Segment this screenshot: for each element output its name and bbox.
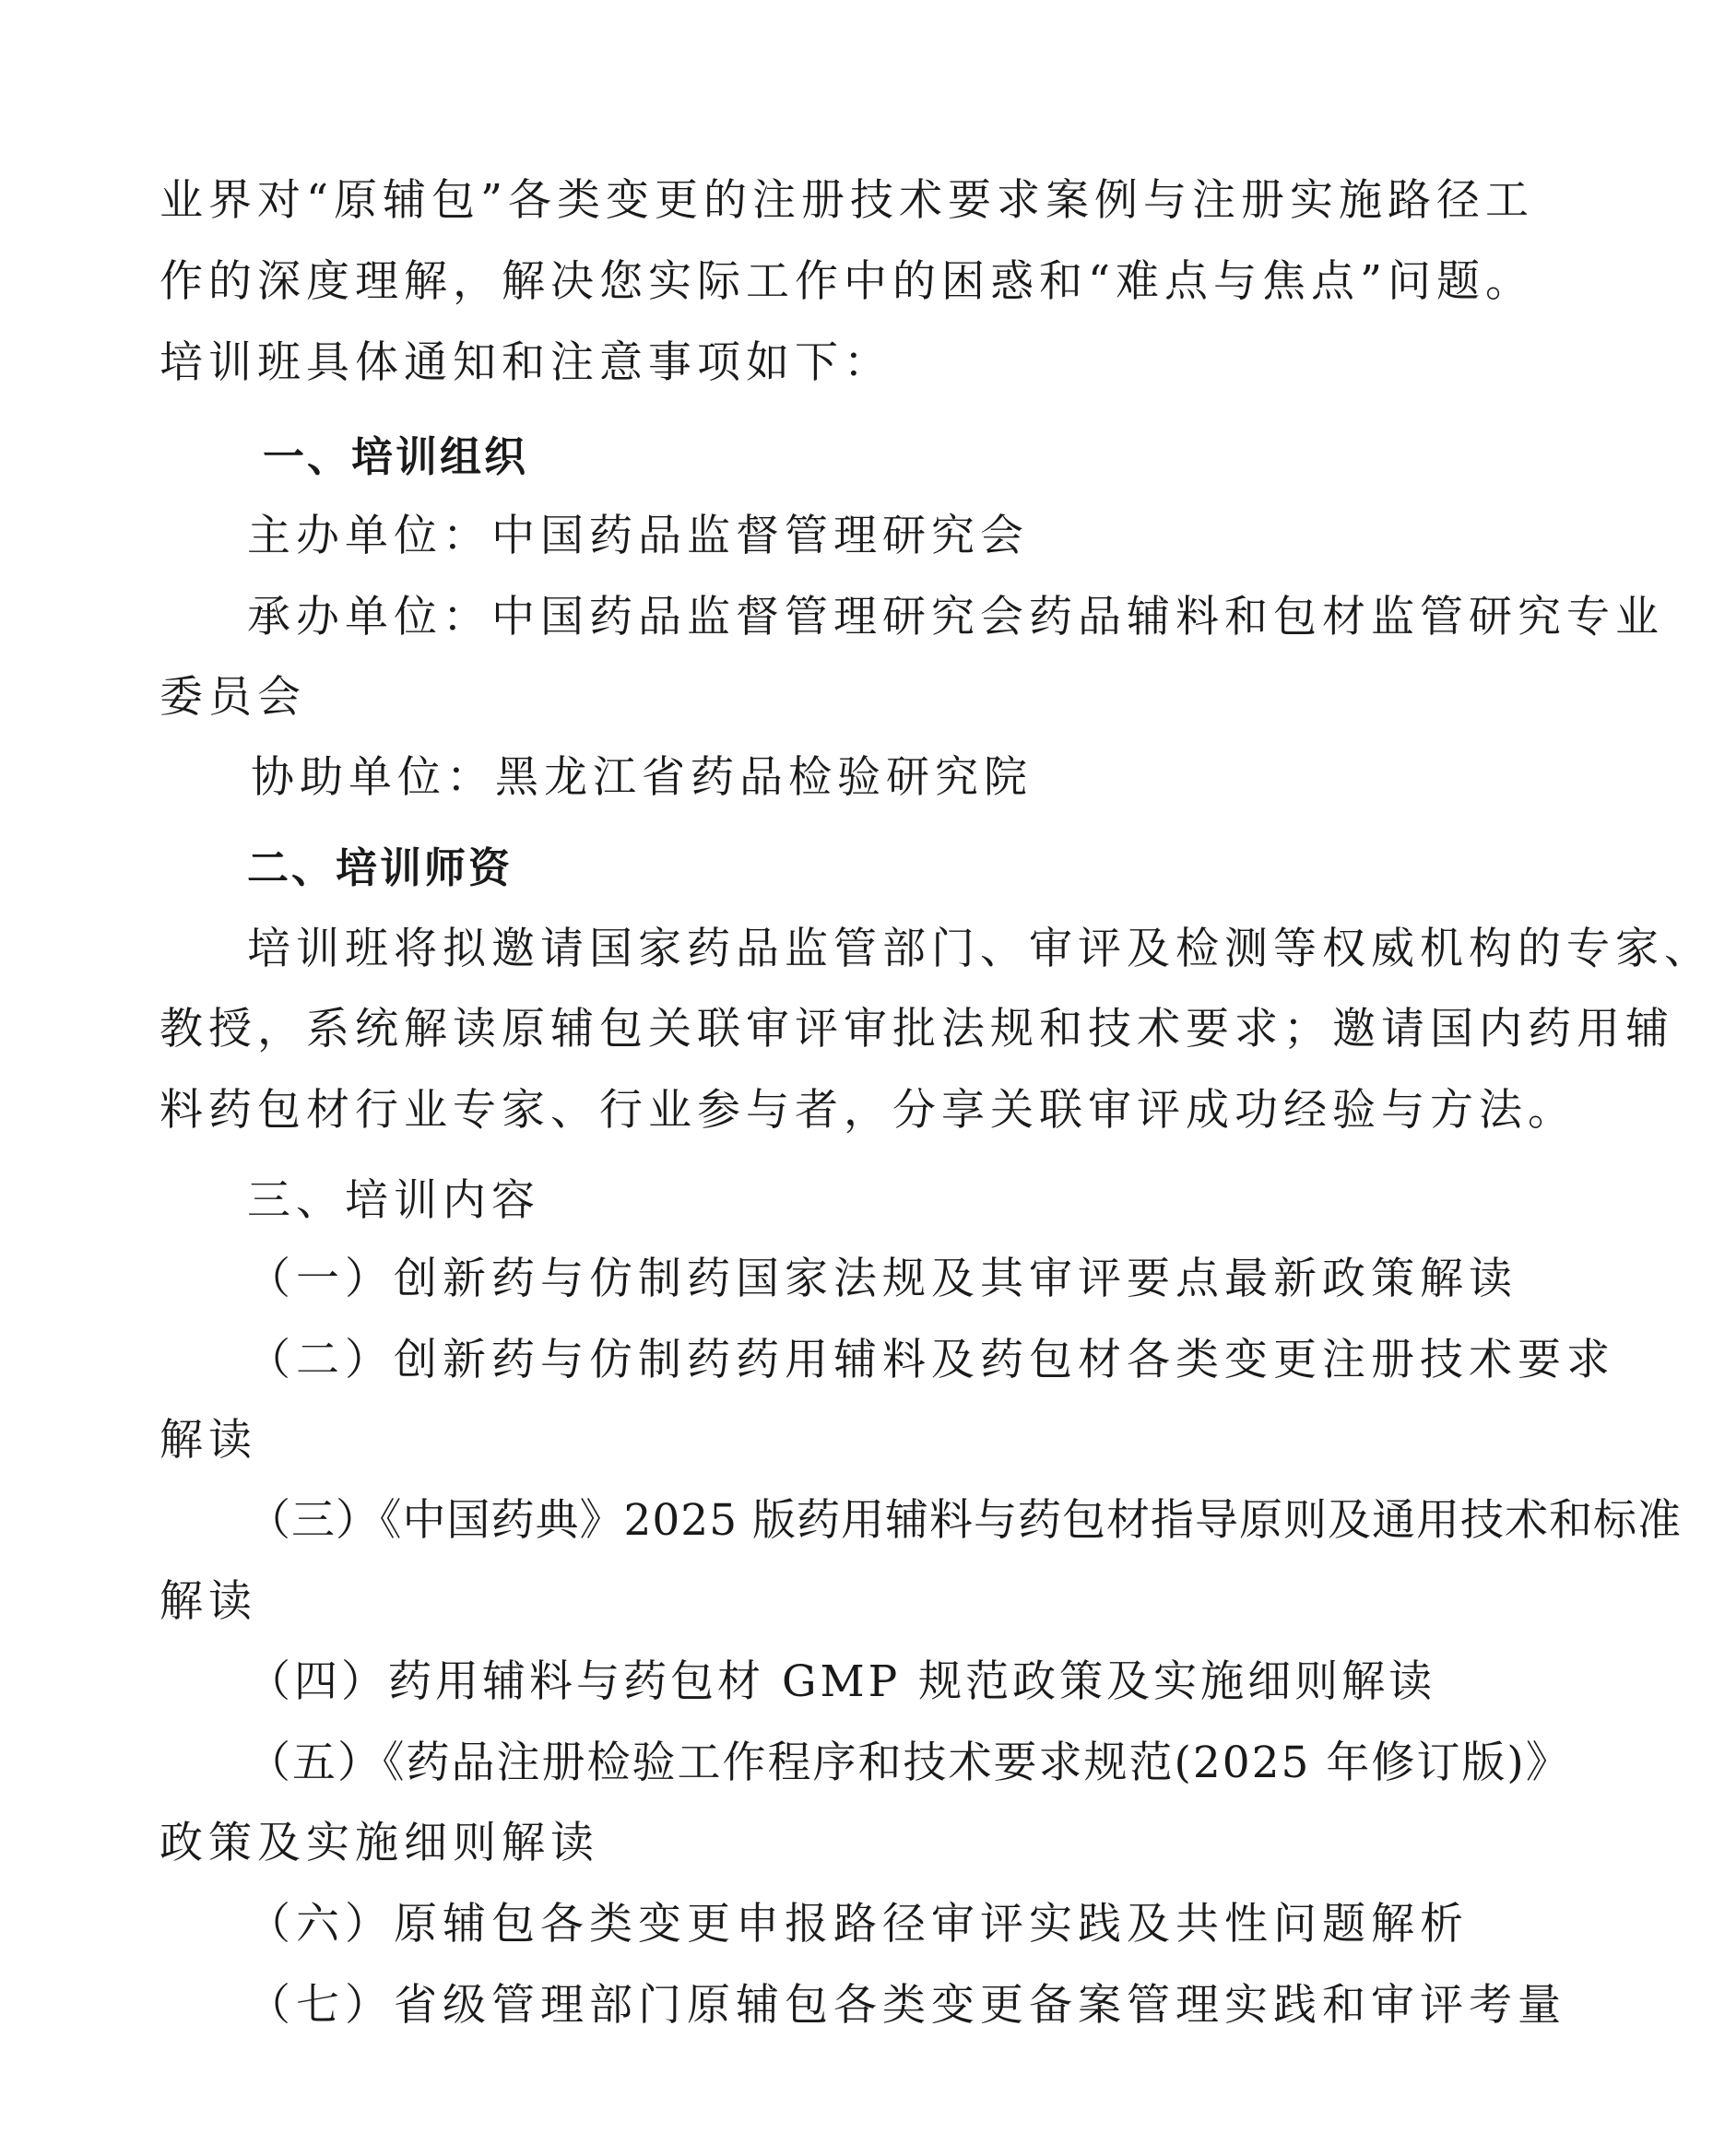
organizer-line: 主办单位：中国药品监督管理研究会 bbox=[247, 511, 1029, 561]
faculty-line-3: 料药包材行业专家、行业参与者，分享关联审评成功经验与方法。 bbox=[159, 1085, 1577, 1136]
content-item-5-line-2: 政策及实施细则解读 bbox=[159, 1818, 599, 1868]
undertaker-line-1: 承办单位：中国药品监督管理研究会药品辅料和包材监管研究专业 bbox=[247, 592, 1664, 642]
content-item-2-line-2: 解读 bbox=[159, 1415, 257, 1466]
content-item-5-line-1: （五）《药品注册检验工作程序和技术要求规范(2025 年修订版)》 bbox=[247, 1738, 1571, 1788]
intro-line-3: 培训班具体通知和注意事项如下： bbox=[159, 337, 892, 388]
section-2-heading: 二、培训师资 bbox=[247, 843, 514, 892]
intro-line-1: 业界对“原辅包”各类变更的注册技术要求案例与注册实施路径工 bbox=[159, 175, 1535, 226]
content-item-3-line-1: （三）《中国药典》2025 版药用辅料与药包材指导原则及通用技术和标准 bbox=[247, 1495, 1683, 1546]
content-item-7: （七）省级管理部门原辅包各类变更备案管理实践和审评考量 bbox=[247, 1980, 1566, 2031]
section-1-heading: 一、培训组织 bbox=[263, 432, 529, 481]
faculty-line-1: 培训班将拟邀请国家药品监管部门、审评及检测等权威机构的专家、 bbox=[247, 924, 1713, 974]
content-item-1: （一）创新药与仿制药国家法规及其审评要点最新政策解读 bbox=[247, 1254, 1518, 1304]
content-item-2-line-1: （二）创新药与仿制药药用辅料及药包材各类变更注册技术要求 bbox=[247, 1335, 1615, 1385]
faculty-line-2: 教授，系统解读原辅包关联审评审批法规和技术要求；邀请国内药用辅 bbox=[159, 1004, 1674, 1054]
undertaker-line-2: 委员会 bbox=[159, 672, 306, 723]
intro-line-2: 作的深度理解，解决您实际工作中的困惑和“难点与焦点”问题。 bbox=[159, 256, 1535, 307]
content-item-6: （六）原辅包各类变更申报路径审评实践及共性问题解析 bbox=[247, 1899, 1469, 1950]
section-3-heading: 三、培训内容 bbox=[247, 1175, 540, 1226]
content-item-3-line-2: 解读 bbox=[159, 1576, 257, 1627]
content-item-4: （四）药用辅料与药包材 GMP 规范政策及实施细则解读 bbox=[247, 1656, 1436, 1707]
assistant-line: 协助单位：黑龙江省药品检验研究院 bbox=[251, 752, 1033, 803]
